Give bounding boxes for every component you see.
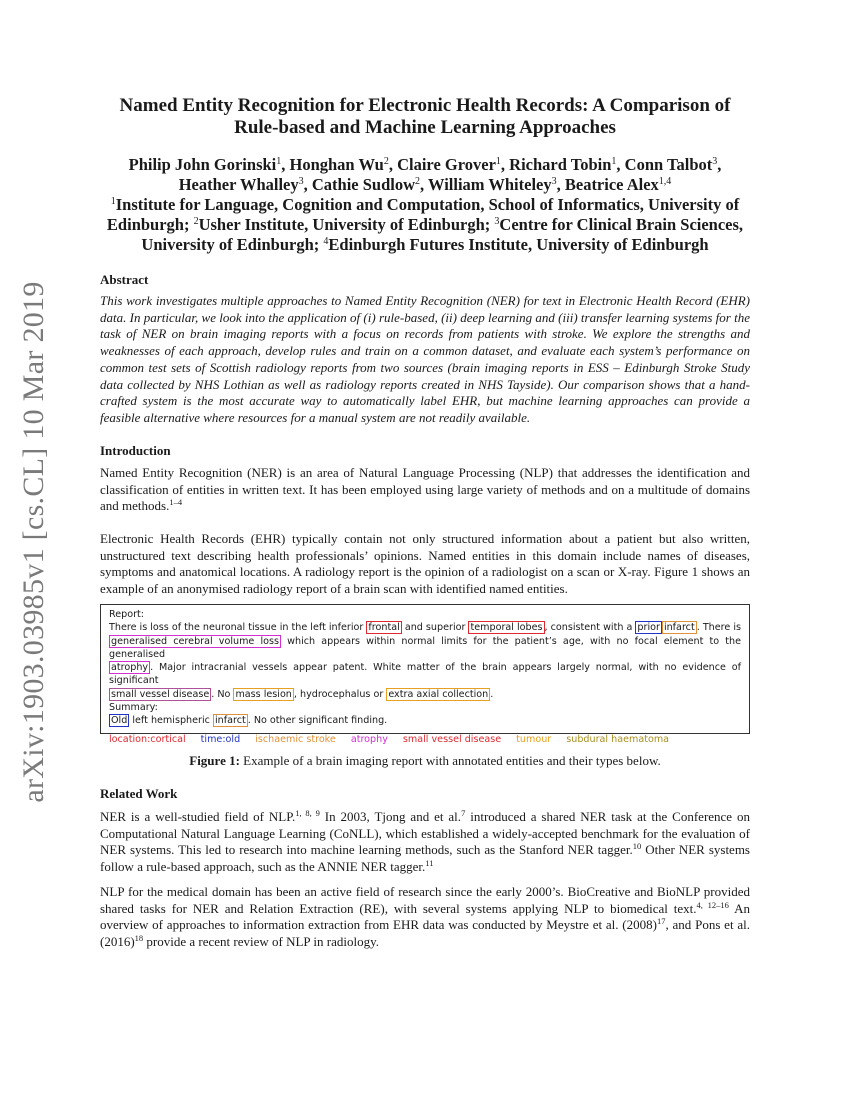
affiliation-list (100, 195, 750, 255)
arxiv-stamp (4, 281, 64, 803)
affiliation-text: Institute for Language, Cognition and Computation, School of Informatics, University of Edinburgh; (106, 195, 740, 234)
affiliation-text: Centre for Clinical Brain Sciences, University of Edinburgh; (141, 215, 744, 254)
citation: 4, 12–16 (696, 899, 729, 910)
report-text: . No (211, 688, 234, 700)
report-text: . No other significant finding. (247, 715, 388, 727)
rw-text: NLP for the medical domain has been an active field of research since the early 2000’s. BioCreative and BioNLP provided shared tasks for NER and Relation Extraction (RE), with several systems applying NLP to biomedical text. (100, 884, 750, 916)
report-line-3 (109, 661, 741, 688)
rw-text: In 2003, Tjong and et al. (319, 809, 462, 824)
citation: 18 (134, 933, 144, 944)
caption-text: Example of a brain imaging report with annotated entities and their types below. (239, 753, 661, 768)
entity-ischaemic-stroke: infarct (214, 715, 246, 727)
report-line-1 (109, 621, 741, 634)
entity-atrophy: generalised cerebral volume loss (111, 635, 280, 647)
report-text: left hemispheric (129, 715, 213, 727)
author-affiliation-mark: 3 (712, 156, 718, 167)
report-text: There is loss of the neuronal tissue in the left inferior (109, 622, 367, 634)
entity-time-old: prior (637, 622, 660, 634)
paper-title: Named Entity Recognition for Electronic Health Records: A Comparison of Rule-based and Machine Learning Approaches (119, 95, 731, 138)
abstract-body (100, 293, 750, 427)
legend-entry: location:cortical (109, 733, 186, 745)
legend-entry: time:old (200, 733, 241, 745)
intro-p2-text: Electronic Health Records (EHR) typically contain not only structured information about a patient but also written, unstructured text describing health professionals’ opinions. Named entities in this domain include names of diseases, symptoms and anatomical locations. A radiology report is the opinion of a radiologist on a scan or X-ray. Figure 1 shows an example of an anonymised radiology report of a brain scan with identified named entities. (100, 531, 750, 597)
citation: 10 (632, 841, 642, 852)
rw-text: , and Pons et al. (2016) (100, 917, 750, 950)
related-work-paragraph-2 (100, 884, 750, 951)
legend-entry: subdural haematoma (566, 733, 670, 745)
author-affiliation-mark: 1 (276, 156, 282, 167)
intro-p1 (100, 465, 750, 515)
entity-tumour: mass lesion (235, 688, 292, 700)
author-name: William Whiteley (428, 175, 552, 194)
author-affiliation-mark: 3 (551, 176, 557, 187)
affiliation-number: 3 (494, 216, 500, 227)
author-list: Philip John Gorinski$^1$, Honghan Wu$^2$, Claire Grover$^1$, Richard Tobin$^1$, Conn Talbot$^3$, Heather Whalley$^3$, Cathie Sudlow$^2$, William Whiteley$^3$, Beatrice Alex$^{1,4}$ (128, 155, 722, 194)
introduction-heading: Introduction (100, 443, 171, 458)
abstract-section (100, 272, 750, 288)
summary-label: Summary: (109, 702, 158, 714)
entity-location-cortical: temporal lobes (470, 622, 543, 634)
entity-atrophy: atrophy (111, 662, 149, 674)
entity-location-cortical: frontal (368, 622, 400, 634)
citation: 11 (425, 858, 434, 869)
author-name: Beatrice Alex (564, 175, 659, 194)
rw-p2 (100, 884, 750, 951)
affiliation-text: Usher Institute, University of Edinburgh; (198, 215, 495, 234)
author-name: Claire Grover (397, 155, 496, 174)
legend-entry: ischaemic stroke (255, 733, 336, 745)
author-name: Richard Tobin (509, 155, 612, 174)
abstract-text: This work investigates multiple approaches to Named Entity Recognition (NER) for text in Electronic Health Record (EHR) data. In particular, we look into the application of (i) rule-based, (ii) deep learning and (iii) transfer learning systems for the task of NER on brain imaging reports with a focus on records from patients with stroke. We explore the strengths and weaknesses of each approach, develop rules and train on a common dataset, and evaluate each system’s performance on common test sets of Scottish radiology reports from two sources (brain imaging reports in ESS – Edinburgh Stroke Study data collected by NHS Lothian as well as radiology reports created in NHS Tayside). Our comparison shows that a hand-crafted system is the most accurate way to automatically label EHR, but machine learning approaches can provide a feasible alternative where resources for a manual system are not readily available. (100, 293, 750, 425)
report-text: . (490, 688, 494, 700)
arxiv-id: arXiv:1903.03985v1 [cs.CL] 10 Mar 2019 (17, 281, 50, 803)
entity-time-old: Old (111, 715, 128, 727)
affiliation-number: 1 (110, 196, 116, 207)
author-affiliation-mark: 3 (298, 176, 304, 187)
citation: 1–4 (169, 497, 183, 508)
related-work-heading: Related Work (100, 786, 178, 801)
author-name: Cathie Sudlow (311, 175, 416, 194)
report-text: . There is (696, 622, 742, 634)
affiliation-number: 4 (323, 236, 329, 247)
rw-text: Other NER systems follow a rule-based approach, such as the ANNIE NER tagger. (100, 842, 750, 875)
entity-legend (109, 733, 741, 746)
author-affiliation-mark: 2 (383, 156, 389, 167)
entity-small-vessel-disease: small vessel disease (111, 688, 210, 700)
author-affiliation-mark: 1,4 (658, 176, 672, 187)
rw-text: An overview of approaches to information extraction from EHR data was conducted by Meystre et al. (2008) (100, 900, 751, 933)
legend-entry: small vessel disease (402, 733, 502, 745)
entity-tumour: extra axial collection (388, 688, 489, 700)
entity-ischaemic-stroke: infarct (663, 622, 695, 634)
affiliation-text: Edinburgh Futures Institute, University of Edinburgh (328, 235, 709, 254)
abstract-heading: Abstract (100, 272, 149, 287)
report-text: , consistent with a (544, 622, 636, 634)
figure-1-report-box (100, 604, 750, 745)
author-affiliation-mark: 1 (495, 156, 501, 167)
report-label: Report: (109, 609, 145, 620)
author-name: Heather Whalley (178, 175, 299, 194)
report-text: , hydrocephalus or (293, 688, 387, 700)
report-line-5 (109, 714, 741, 727)
related-work-paragraph-1 (100, 809, 750, 876)
author-affiliation-mark: 1 (611, 156, 617, 167)
report-line-4 (109, 688, 741, 701)
report-text: and superior (401, 622, 469, 634)
report-text: . Major intracranial vessels appear patent. White matter of the brain appears largely normal, with no evidence of significant (109, 662, 741, 687)
introduction-paragraph-1 (100, 465, 750, 515)
introduction-paragraph-2 (100, 531, 750, 598)
figure-1-caption (100, 753, 750, 769)
legend-entry: atrophy (350, 733, 388, 745)
intro-p1-text: Named Entity Recognition (NER) is an area of Natural Language Processing (NLP) that addresses the identification and classification of entities in written text. It has been employed using large variety of methods and on a multitude of domains and methods. (100, 465, 750, 514)
figure-label: Figure 1: (189, 753, 240, 768)
report-line-2 (109, 635, 741, 662)
related-work-section (100, 786, 750, 802)
introduction-section (100, 443, 750, 459)
legend-entry: tumour (516, 733, 552, 745)
citation: 17 (656, 916, 666, 927)
affiliation-number: 2 (193, 216, 199, 227)
report-text: which appears within normal limits for the patient’s age, with no focal element to the generalised (109, 635, 741, 660)
rw-text: provide a recent review of NLP in radiology. (143, 934, 380, 950)
citation: 1, 8, 9 (295, 808, 320, 818)
author-name: Honghan Wu (289, 155, 384, 174)
rw-text: introduced a shared NER task at the Conference on Computational Natural Language Learning (CoNLL), which established a widely-accepted benchmark for the evaluation of NER systems. This led to research into machine learning methods, such as the Stanford NER tagger. (100, 809, 751, 858)
author-affiliation-mark: 2 (415, 176, 421, 187)
rw-p1 (100, 809, 750, 876)
citation: 7 (461, 808, 466, 818)
rw-text: NER is a well-studied field of NLP. (100, 809, 296, 824)
author-block (100, 155, 750, 255)
author-name: Philip John Gorinski (128, 155, 277, 174)
author-name: Conn Talbot (624, 155, 713, 174)
